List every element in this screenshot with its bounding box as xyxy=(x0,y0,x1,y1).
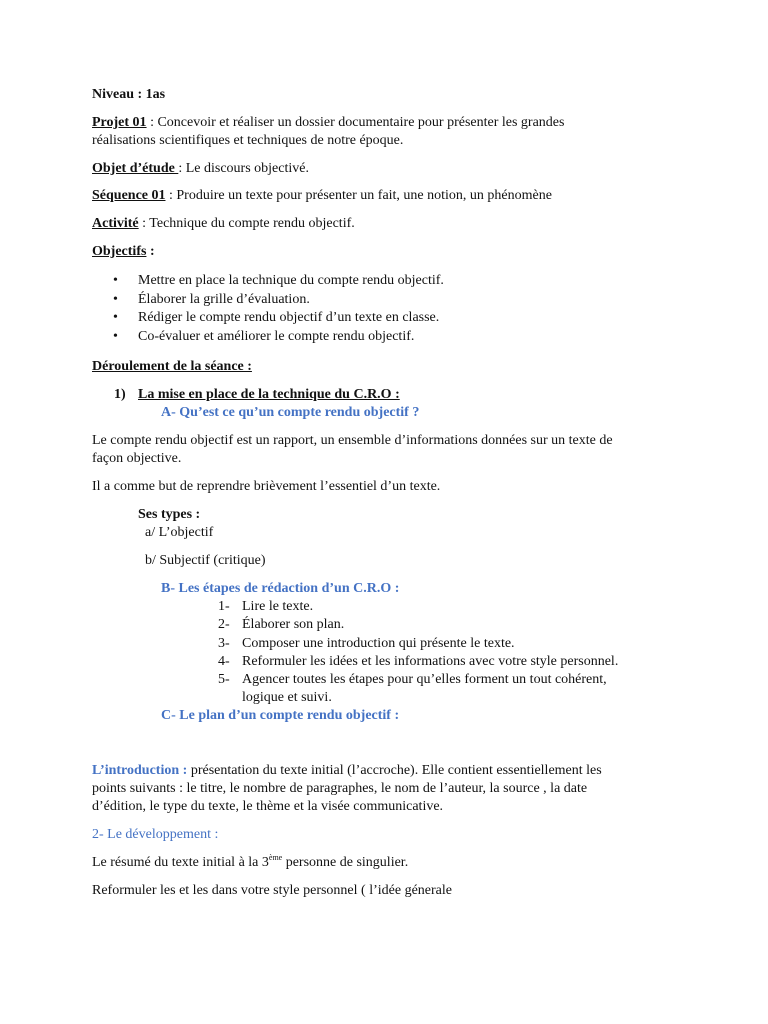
activite-text: : Technique du compte rendu objectif. xyxy=(138,216,355,231)
introduction-line-3: d’édition, le type du texte, le thème et la visée communicative. xyxy=(92,799,444,814)
list-item xyxy=(218,689,618,707)
sequence-label: Séquence 01 xyxy=(92,188,166,203)
sequence-text: : Produire un texte pour présenter un fait, une notion, un phénomène xyxy=(165,188,552,203)
section1-title: La mise en place de la technique du C.R.O : xyxy=(138,387,400,402)
list-item xyxy=(218,635,618,653)
step-text: Reformuler les idées et les informations avec votre style personnel. xyxy=(242,653,619,669)
definition-line-1: Le compte rendu objectif est un rapport, un ensemble d’informations données sur un texte de xyxy=(92,433,613,448)
introduction-line-1 xyxy=(92,762,602,780)
step-number: 4- xyxy=(218,653,230,669)
section1-number: 1) xyxy=(114,387,126,402)
list-item: • Mettre en place la technique du compte rendu objectif. xyxy=(113,272,444,291)
step-text: Composer une introduction qui présente le texte. xyxy=(242,635,515,651)
step-number: 3- xyxy=(218,635,230,651)
projet-text: : Concevoir et réaliser un dossier documentaire pour présenter les grandes xyxy=(146,115,565,130)
step-text: Lire le texte. xyxy=(242,599,314,614)
introduction-label: L’introduction : xyxy=(92,763,188,778)
types-heading: Ses types : xyxy=(138,507,201,522)
step-number: 1- xyxy=(218,599,230,614)
resume-line xyxy=(92,854,408,872)
type-b: b/ Subjectif (critique) xyxy=(145,553,266,568)
list-item: • Co-évaluer et améliorer le compte rendu objectif. xyxy=(113,328,444,347)
deroulement-heading: Déroulement de la séance : xyxy=(92,359,252,374)
but-line: Il a comme but de reprendre brièvement l’essentiel d’un texte. xyxy=(92,479,441,494)
activite-line xyxy=(92,215,355,233)
list-item: • Élaborer la grille d’évaluation. xyxy=(113,291,444,310)
list-item xyxy=(218,671,618,689)
type-a: a/ L’objectif xyxy=(145,525,214,540)
list-item xyxy=(218,598,618,616)
resume-superscript: ème xyxy=(268,853,283,862)
list-item xyxy=(218,653,618,671)
subsection-b-title: B- Les étapes de rédaction d’un C.R.O : xyxy=(161,581,400,596)
step-text: Agencer toutes les étapes pour qu’elles forment un tout cohérent, xyxy=(242,672,607,688)
etapes-list xyxy=(218,598,618,708)
resume-text: Le résumé du texte initial à la 3 xyxy=(92,855,269,870)
objectifs-heading xyxy=(92,243,155,261)
projet-line xyxy=(92,114,564,132)
introduction-line-2: points suivants : le titre, le nombre de paragraphes, le nom de l’auteur, la source , la date xyxy=(92,781,588,796)
activite-label: Activité xyxy=(92,216,139,231)
projet-line-2: réalisations scientifiques et techniques de notre époque. xyxy=(92,133,404,148)
objet-text: : Le discours objectivé. xyxy=(178,161,309,176)
subsection-c-title: C- Le plan d’un compte rendu objectif : xyxy=(161,708,400,723)
niveau-line: Niveau : 1as xyxy=(92,87,166,102)
objectifs-label: Objectifs xyxy=(92,244,147,259)
objectifs-list xyxy=(113,272,444,346)
subsection-a-title: A- Qu’est ce qu’un compte rendu objectif ? xyxy=(161,405,420,420)
reformuler-line: Reformuler les et les dans votre style personnel ( l’idée génerale xyxy=(92,883,452,898)
step-number: 5- xyxy=(218,672,230,688)
developpement-heading: 2- Le développement : xyxy=(92,827,219,842)
definition-line-2: façon objective. xyxy=(92,451,182,466)
step-number: 2- xyxy=(218,617,230,633)
objectifs-colon: : xyxy=(146,244,155,259)
sequence-line xyxy=(92,187,552,205)
objet-line xyxy=(92,160,309,178)
objet-label: Objet d’étude xyxy=(92,161,179,176)
resume-text-end: personne de singulier. xyxy=(282,855,409,870)
list-item: • Rédiger le compte rendu objectif d’un texte en classe. xyxy=(113,309,444,328)
introduction-text: présentation du texte initial (l’accroche). Elle contient essentiellement les xyxy=(187,763,602,778)
list-item xyxy=(218,616,618,634)
projet-label: Projet 01 xyxy=(92,115,147,130)
step-text: Élaborer son plan. xyxy=(242,617,345,633)
step-text-continued: logique et suivi. xyxy=(242,690,332,706)
